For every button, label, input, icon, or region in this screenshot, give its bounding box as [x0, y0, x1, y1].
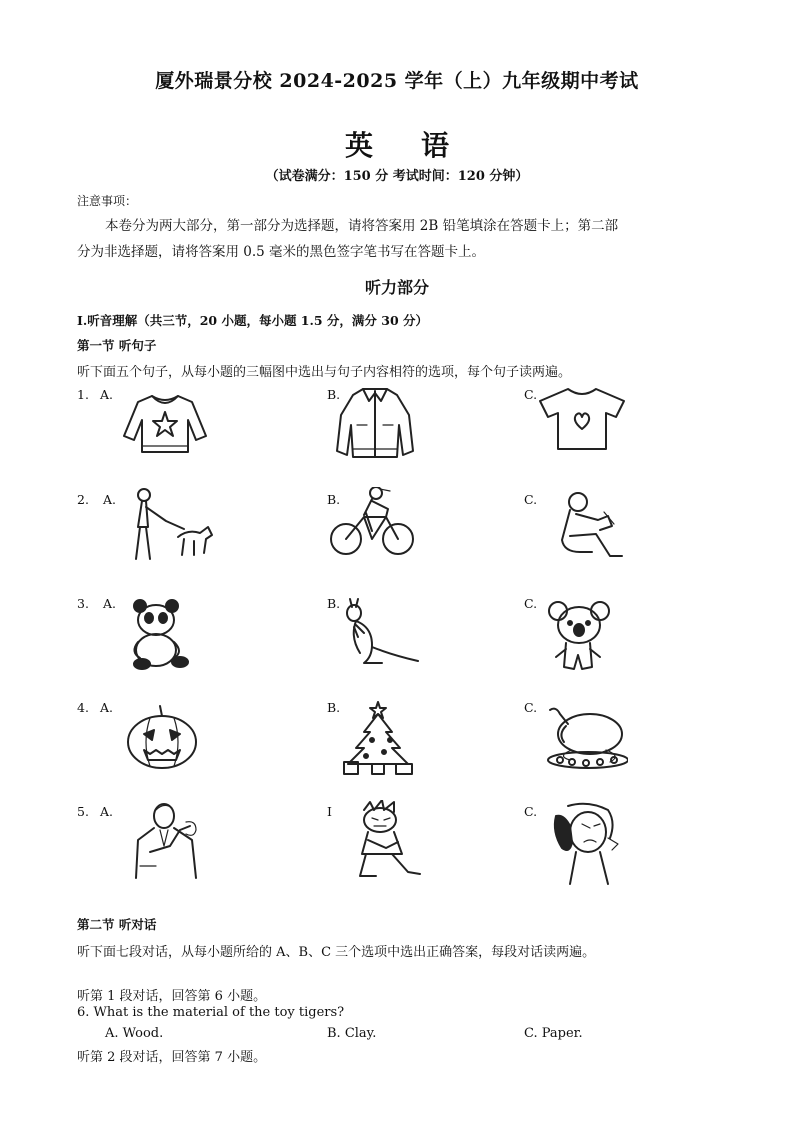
- person-reading-sitting-icon: [552, 490, 624, 562]
- notice-line-2: 分为非选择题，请将答案用 0.5 毫米的黑色签字笔书写在答题卡上。: [77, 244, 486, 260]
- question-6-stem: 6. What is the material of the toy tigers?: [77, 1005, 345, 1020]
- t-shirt-with-heart-icon: [538, 385, 626, 451]
- option-b-label: B.: [327, 492, 341, 507]
- option-b-label: B.: [327, 596, 341, 611]
- sweater-with-star-icon: [122, 390, 208, 458]
- man-coughing-icon: [130, 800, 206, 880]
- option-a-label: A.: [103, 492, 117, 507]
- zip-jacket-icon: [335, 385, 415, 461]
- instruction-2: 听下面七段对话，从每小题所给的 A、B、C 三个选项中选出正确答案，每段对话读两遍。: [77, 945, 596, 960]
- question-number: 3.: [77, 596, 89, 611]
- option-c-label: C.: [524, 700, 538, 715]
- girl-toothache-icon: [548, 802, 622, 886]
- option-b-label: B.: [327, 387, 341, 402]
- option-c-label: C.: [524, 804, 538, 819]
- christmas-tree-icon: [338, 700, 420, 776]
- dialog-1-intro: 听第 1 段对话，回答第 6 小题。: [77, 989, 267, 1004]
- question-6-option-a: A. Wood.: [105, 1026, 164, 1041]
- notice-line-1: 本卷分为两大部分，第一部分为选择题，请将答案用 2B 铅笔填涂在答题卡上；第二部: [105, 218, 619, 234]
- boy-stomachache-icon: [354, 800, 424, 884]
- koala-icon: [548, 597, 610, 673]
- kangaroo-icon: [342, 597, 422, 669]
- person-riding-bike-icon: [328, 487, 418, 559]
- exam-title: 厦外瑞景分校 2024-2025 学年（上）九年级期中考试: [155, 70, 639, 92]
- option-c-label: C.: [524, 596, 538, 611]
- option-c-label: C.: [524, 387, 538, 402]
- section-title: 听力部分: [364, 278, 429, 297]
- instruction-1: 听下面五个句子，从每小题的三幅图中选出与句子内容相符的选项，每个句子读两遍。: [77, 365, 572, 380]
- question-6-option-c: C. Paper.: [524, 1026, 583, 1041]
- subsection-2-title: 第二节 听对话: [77, 917, 157, 932]
- man-walking-dog-icon: [128, 487, 214, 563]
- jack-o-lantern-icon: [126, 704, 198, 770]
- notice-label: 注意事项：: [77, 194, 138, 208]
- dialog-2-intro: 听第 2 段对话，回答第 7 小题。: [77, 1050, 267, 1065]
- score-info: （试卷满分：150 分 考试时间：120 分钟）: [265, 169, 529, 184]
- subsection-1-title: 第一节 听句子: [77, 338, 157, 353]
- option-a-label: A.: [100, 700, 114, 715]
- option-c-label: C.: [524, 492, 538, 507]
- option-a-label: A.: [100, 387, 114, 402]
- question-number: 2.: [77, 492, 89, 507]
- question-number: 4.: [77, 700, 89, 715]
- question-number: 5.: [77, 804, 89, 819]
- option-a-label: A.: [103, 596, 117, 611]
- subject-title: 英语: [344, 129, 497, 162]
- roast-turkey-icon: [546, 704, 628, 770]
- option-b-label: I: [327, 804, 332, 819]
- panda-icon: [130, 598, 192, 670]
- part1-heading: I.听音理解（共三节，20 小题，每小题 1.5 分，满分 30 分）: [77, 313, 428, 328]
- option-a-label: A.: [100, 804, 114, 819]
- option-b-label: B.: [327, 700, 341, 715]
- question-6-option-b: B. Clay.: [327, 1026, 377, 1041]
- question-number: 1.: [77, 387, 89, 402]
